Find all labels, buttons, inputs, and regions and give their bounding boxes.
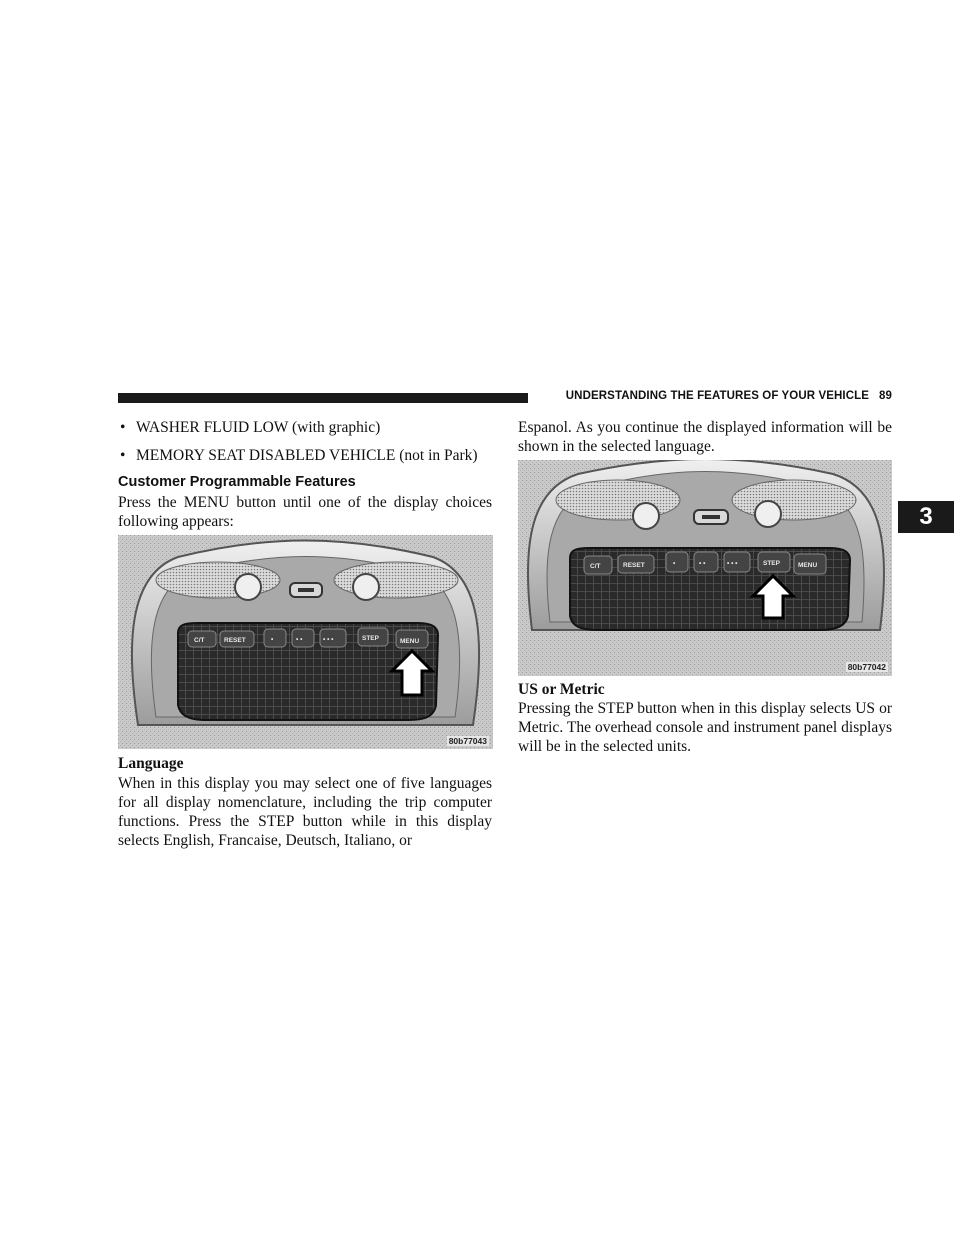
button-label-three-dots: • • • <box>323 636 334 643</box>
intro-paragraph: Press the MENU button until one of the display choices following appears: <box>118 494 492 530</box>
overhead-console-figure-menu <box>118 535 493 749</box>
figure-id-label: 80b77043 <box>448 736 487 746</box>
section-title: UNDERSTANDING THE FEATURES OF YOUR VEHICLE <box>565 390 869 402</box>
figure-id-label: 80b77042 <box>847 662 886 672</box>
continued-paragraph: Espanol. As you continue the displayed information will be shown in the selected language. <box>518 419 892 455</box>
console-illustration <box>118 535 493 749</box>
button-label-one-dot: • <box>673 560 676 567</box>
bullet-text: MEMORY SEAT DISABLED VEHICLE (not in Park) <box>136 447 478 464</box>
page-number: 89 <box>879 390 892 402</box>
button-label-ct: C/T <box>194 637 205 644</box>
metric-paragraph: Pressing the STEP button when in this display selects US or Metric. The overhead console and instrument panel displays will be in the selected units. <box>518 700 892 755</box>
button-label-two-dots: • • <box>699 560 706 567</box>
button-label-step: STEP <box>362 635 379 642</box>
button-label-menu: MENU <box>400 638 420 645</box>
metric-heading: US or Metric <box>518 681 605 698</box>
overhead-console-figure-step <box>518 460 892 676</box>
button-label-one-dot: • <box>271 636 274 643</box>
button-label-menu: MENU <box>798 562 818 569</box>
bullet-text: WASHER FLUID LOW (with graphic) <box>136 419 381 436</box>
section-heading: Customer Programmable Features <box>118 474 356 490</box>
button-label-ct: C/T <box>590 563 601 570</box>
language-paragraph: When in this display you may select one of five languages for all display nomenclature, including the trip computer functions. Press the STEP button while in this display selects English, Francaise, Deutsch, Italiano, or <box>118 775 492 849</box>
running-header <box>538 390 892 402</box>
button-label-three-dots: • • • <box>727 560 738 567</box>
bullet-dot: • <box>120 447 126 464</box>
console-illustration <box>518 460 892 676</box>
button-label-two-dots: • • <box>296 636 303 643</box>
chapter-tab: 3 <box>898 501 954 533</box>
header-rule <box>118 393 528 403</box>
button-label-step: STEP <box>763 560 780 567</box>
button-label-reset: RESET <box>224 637 246 644</box>
language-heading: Language <box>118 755 184 772</box>
bullet-dot: • <box>120 419 126 436</box>
button-label-reset: RESET <box>623 562 645 569</box>
